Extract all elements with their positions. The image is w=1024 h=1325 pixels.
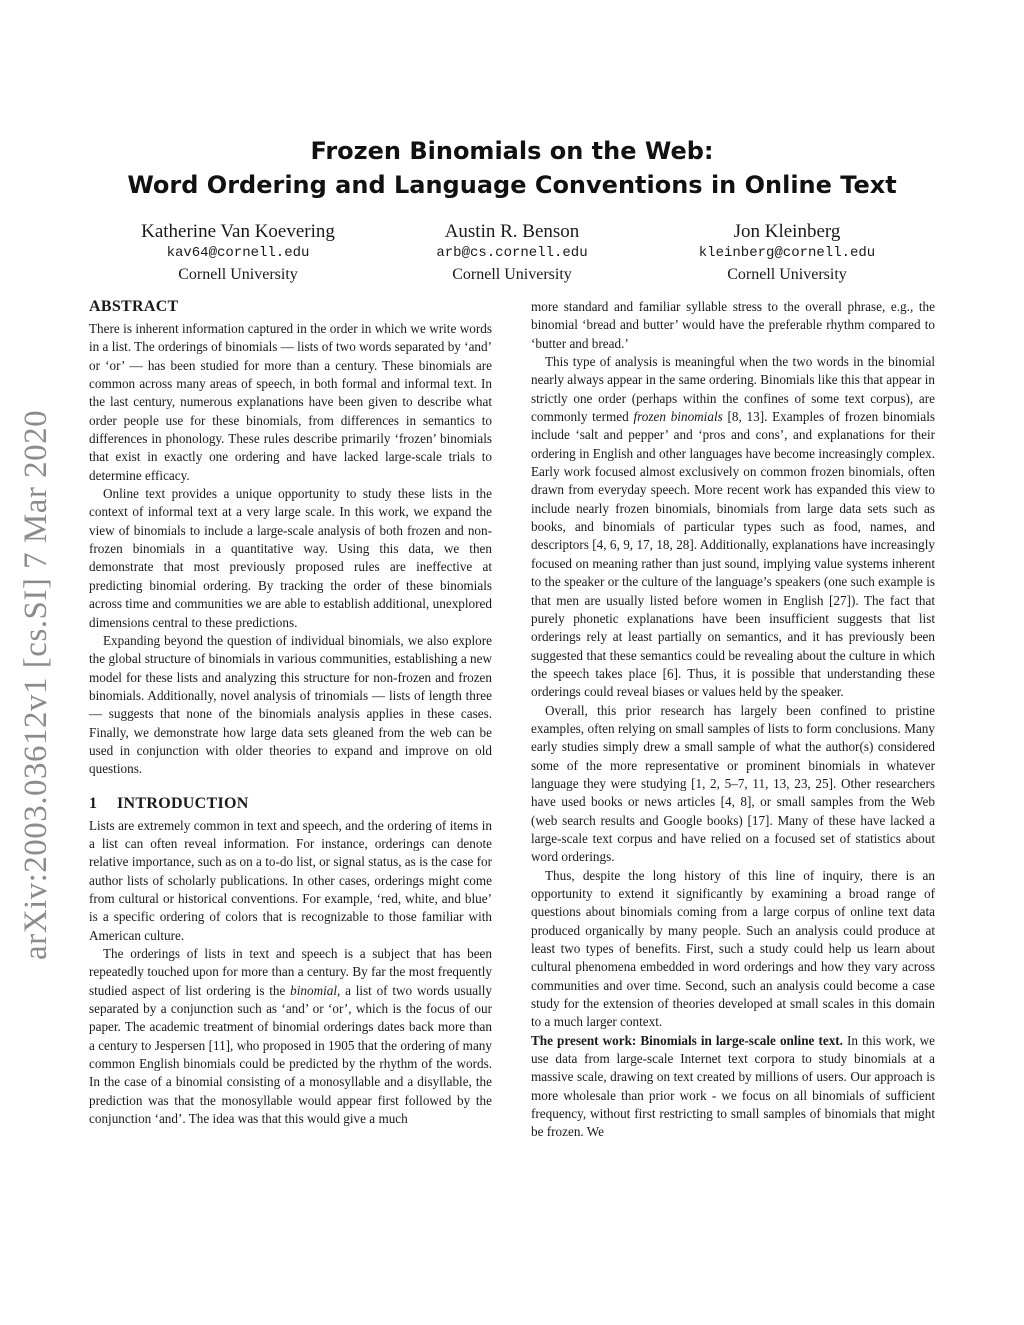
author-1 <box>108 220 368 285</box>
intro-paragraph-3: This type of analysis is meaningful when the two words in the binomial nearly always appear in the same ordering. Binomials like this that appear in strictly one order (perhaps within the confines of some text corpus), are commonly termed frozen binomials [8, 13]. Examples of frozen binomials include ‘salt and pepper’ and ‘pros and cons’, and explanations for their ordering in English and other languages have become increasingly complex. Early work focused almost exclusively on common frozen binomials, often drawn from everyday speech. More recent work has expanded this view to include nearly frozen binomials, binomials from large data sets such as books, and binomials of particular types such as food, names, and descriptors [4, 6, 9, 17, 18, 28]. Additionally, explanations have increasingly focused on meaning rather than just sound, implying value systems inherent to the speaker or the culture of the language’s speakers (one such example is that men are usually listed before women in English [27]). The fact that purely phonetic explanations have been insufficient suggests that list orderings rely at least partially on semantics, and it has previously been suggested that these semantics could be revealing about the culture in which the speech takes place [6]. Thus, it is possible that understanding these orderings could reveal biases or values held by the speaker. <box>531 354 935 700</box>
author-affiliation: Cornell University <box>178 266 298 283</box>
right-column <box>531 298 935 1142</box>
abstract-paragraph-2: Online text provides a unique opportunity to study these lists in the context of informal text at a very large scale. In this work, we expand the view of binomials to include a large-scale analysis of both frozen and non-frozen binomials in a quantitative way. Using this data, we then demonstrate that most previously proposed rules are ineffective at predicting binomial ordering. By tracking the order of these binomials across time and communities we are able to establish additional, unexplored dimensions central to these predictions. <box>89 486 492 630</box>
intro-paragraph-2: The orderings of lists in text and speech is a subject that has been repeatedly touched upon for more than a century. By far the most frequently studied aspect of list ordering is the binomial, a list of two words usually separated by a conjunction such as ‘and’ or ‘or’, which is the focus of our paper. The academic treatment of binomial orderings dates back more than a century to Jespersen [11], who proposed in 1905 that the ordering of many common English binomials could be predicted by the rhythm of the words. In the case of a binomial consisting of a monosyllable and a disyllable, the prediction was that the monosyllable would appear first followed by the conjunction ‘and’. The idea was that this would give a much <box>89 946 492 1127</box>
emphasis: frozen binomials <box>633 409 723 425</box>
author-name: Austin R. Benson <box>444 221 580 242</box>
title-line-1: Frozen Binomials on the Web: <box>310 137 714 165</box>
abstract-paragraph-1: There is inherent information captured in the order in which we write words in a list. The orderings of binomials — lists of two words separated by ‘and’ or ‘or’ — has been studied for more than a century. These binomials are common across many areas of speech, in both formal and informal text. In the last century, numerous explanations have been given to describe what order people use for these binomials, from differences in semantics to differences in phonology. These rules describe primarily ‘frozen’ binomials that exist in exactly one ordering and have lacked large-scale trials to determine efficacy. <box>89 321 493 483</box>
left-column <box>89 296 492 1128</box>
introduction-heading <box>89 793 492 815</box>
author-name: Jon Kleinberg <box>733 221 841 242</box>
run-in-heading: The present work: Binomials in large-scale online text. <box>531 1032 843 1048</box>
section-number: 1 <box>89 794 98 812</box>
arxiv-identifier[interactable]: arXiv:2003.03612v1 [cs.SI] 7 Mar 2020 <box>18 409 54 960</box>
author-affiliation: Cornell University <box>727 266 847 283</box>
intro-paragraph-5: Thus, despite the long history of this line of inquiry, there is an opportunity to extend it significantly by examining a broad range of questions about binomials coming from a large corpus of online text data produced organically by many people. Such an analysis could produce at least two types of benefits. First, such a study could help us learn about cultural phenomena embedded in word orderings and how they vary across communities and over time. Second, such an analysis could become a case study for the extension of theories developed at small scales in this domain to a much larger context. <box>531 867 935 1030</box>
author-name: Katherine Van Koevering <box>141 221 335 242</box>
author-email[interactable]: kleinberg@cornell.edu <box>698 245 876 261</box>
author-email[interactable]: kav64@cornell.edu <box>166 245 310 261</box>
author-2 <box>382 220 642 285</box>
title-line-2: Word Ordering and Language Conventions in Online Text <box>127 171 897 199</box>
intro-paragraph-1: Lists are extremely common in text and speech, and the ordering of items in a list can often reveal information. For instance, orderings can denote relative importance, such as on a to-do list, or signal status, as is the case for author lists of scholarly publications. In other cases, orderings might come from cultural or historical conventions. For example, ‘red, white, and blue’ is a specific ordering of colors that is recognizable to those familiar with American culture. <box>89 817 492 943</box>
abstract-heading: ABSTRACT <box>89 298 179 315</box>
author-email[interactable]: arb@cs.cornell.edu <box>436 245 588 261</box>
paper-title <box>90 134 934 202</box>
intro-paragraph-4: Overall, this prior research has largely been confined to pristine examples, often relying on small samples of lists to form conclusions. Many early studies simply drew a small sample of what the author(s) considered some of the more representative or prominent binomials in whatever language they were studying [1, 2, 5–7, 11, 13, 23, 25]. Other researchers have used books or news articles [4, 8], or small samples from the Web (web search results and Google books) [17]. Many of these have lacked a large-scale text corpus and have relied on a focused set of statistics about word orderings. <box>531 702 935 865</box>
section-title: INTRODUCTION <box>117 794 249 812</box>
author-3 <box>657 220 917 285</box>
emphasis: binomial <box>290 982 338 998</box>
abstract-paragraph-3: Expanding beyond the question of individual binomials, we also explore the global structure of binomials in various communities, establishing a new model for these lists and analyzing this structure for non-frozen and frozen binomials. Additionally, novel analysis of trinomials — lists of length three — suggests that none of the binomials analysis applies in these cases. Finally, we demonstrate how large data sets gleaned from the web can be used in conjunction with older theories to expand and improve on old questions. <box>89 632 492 777</box>
intro-paragraph-continued: more standard and familiar syllable stress to the overall phrase, e.g., the binomial ‘bread and butter’ would have the preferable rhythm compared to ‘butter and bread.’ <box>531 299 935 351</box>
intro-paragraph-6: The present work: Binomials in large-scale online text. In this work, we use data from large-scale Internet text corpora to study binomials at a massive scale, drawing on text created by millions of users. Our approach is more wholesale than prior work - we focus on all binomials of sufficient frequency, without first restricting to small samples of binomials that might be frozen. We <box>531 1032 935 1140</box>
author-affiliation: Cornell University <box>452 266 572 283</box>
